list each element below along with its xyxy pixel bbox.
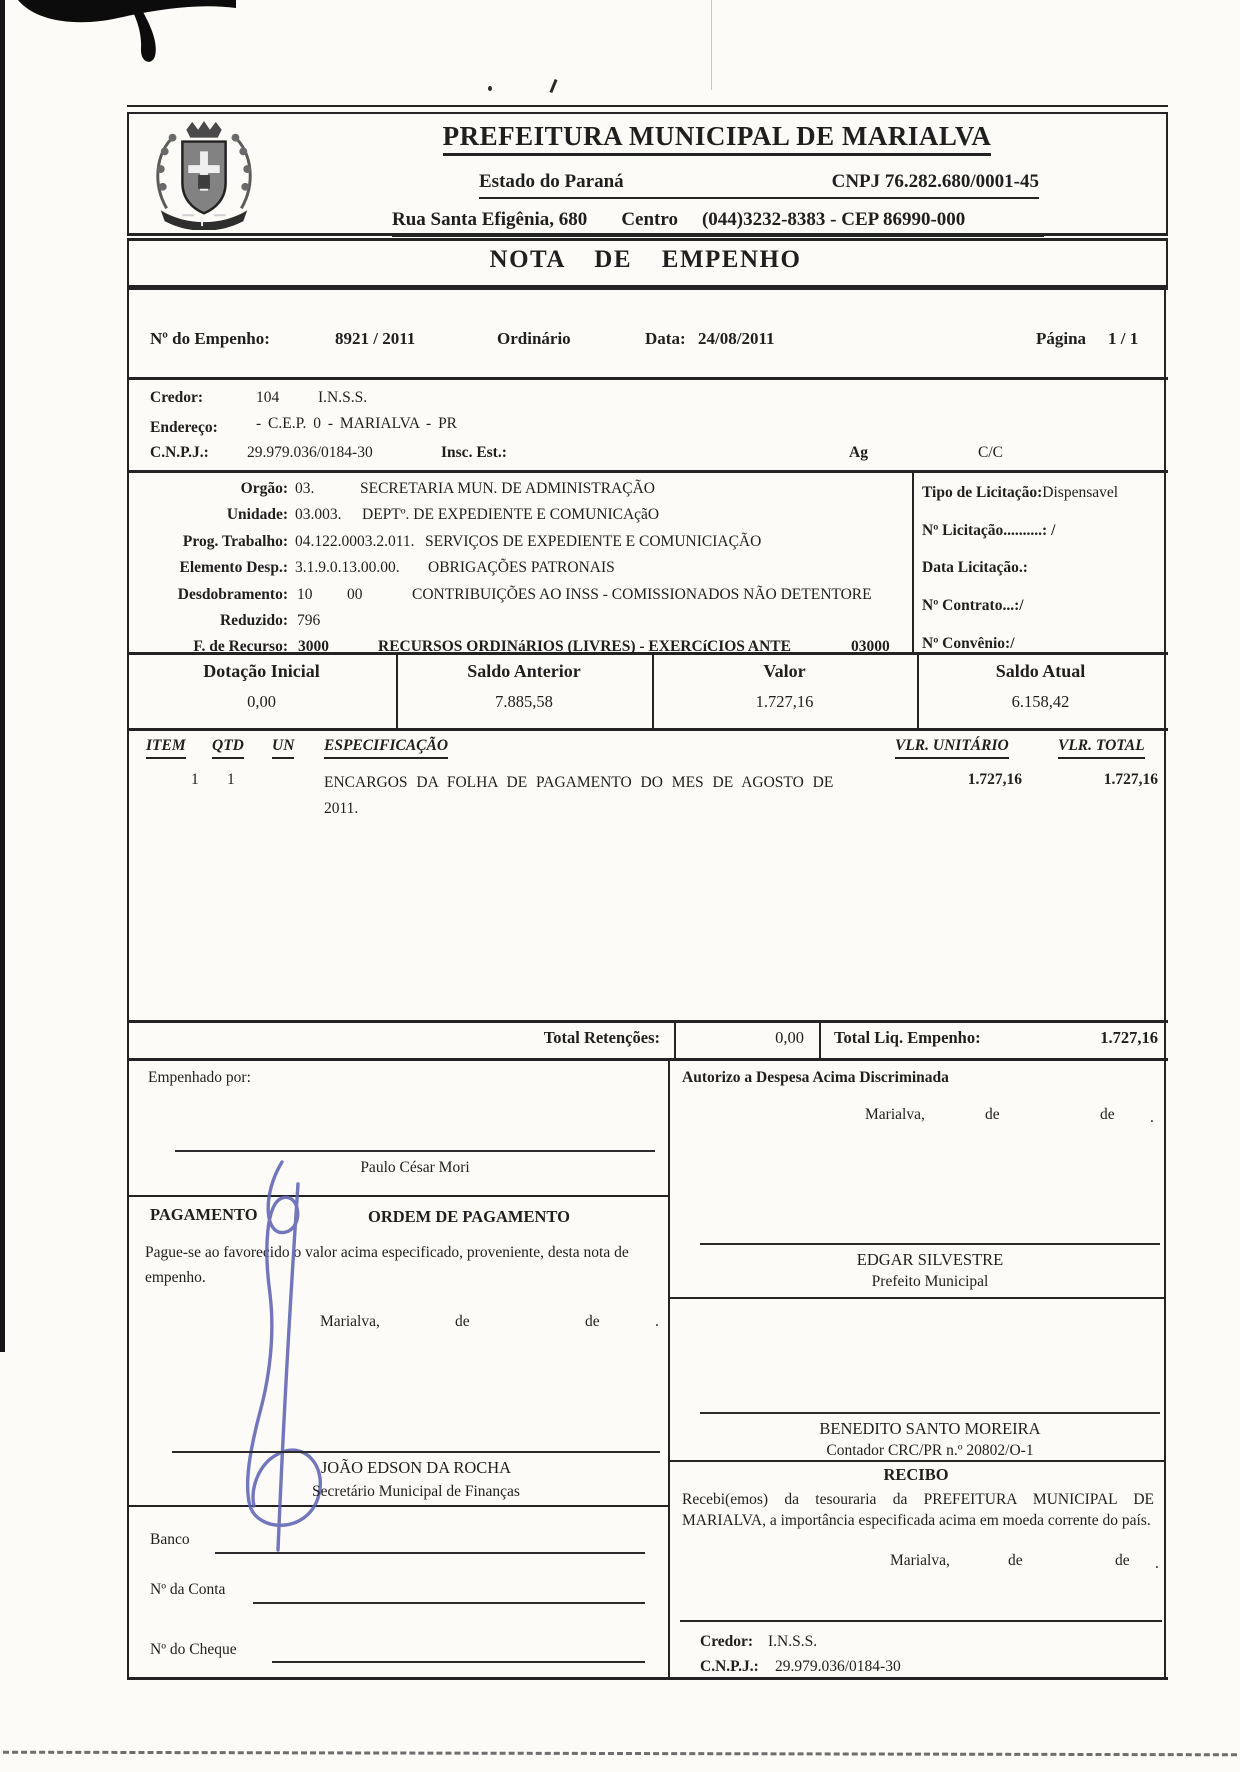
item-unit-value: 1.727,16 bbox=[967, 771, 1022, 788]
budget-row-desc: CONTRIBUIÇÕES AO INSS - COMISSIONADOS NÃO DETENTORE bbox=[412, 586, 872, 603]
budget-row-desc: OBRIGAÇÕES PATRONAIS bbox=[428, 559, 615, 576]
endereco-value: - C.E.P. 0 - MARIALVA - PR bbox=[256, 415, 458, 432]
de-label: de bbox=[985, 1106, 1000, 1123]
convenio-line: Nº Convênio:/ bbox=[922, 635, 1015, 652]
credor-label: Credor: bbox=[150, 389, 204, 406]
de-label: de bbox=[1100, 1106, 1115, 1123]
credor-cnpj-value: 29.979.036/0184-30 bbox=[247, 444, 373, 461]
budget-row-label: F. de Recurso: bbox=[193, 638, 288, 655]
recibo-cnpj-label: C.N.P.J.: bbox=[700, 1658, 759, 1675]
recibo-body-text: Recebi(emos) da tesouraria da PREFEITURA MUNICIPAL DE MARIALVA, a importância especificada acima em moeda corrente do país. bbox=[682, 1491, 1154, 1529]
de-label: de bbox=[1008, 1552, 1023, 1569]
licitacao-tipo-value: Dispensavel bbox=[1042, 484, 1119, 501]
recibo-cnpj-value: 29.979.036/0184-30 bbox=[775, 1658, 901, 1675]
budget-row-code: 03.003. bbox=[295, 506, 342, 523]
cnpj-label: CNPJ 76.282.680/0001-45 bbox=[831, 171, 1039, 192]
contador-name: BENEDITO SANTO MOREIRA bbox=[819, 1419, 1041, 1438]
signature-line-contador bbox=[700, 1412, 1160, 1414]
empenho-date-label: Data: bbox=[645, 329, 686, 348]
municipality-title: PREFEITURA MUNICIPAL DE MARIALVA bbox=[443, 121, 992, 156]
licitacao-data-line: Data Licitação.: bbox=[922, 559, 1028, 576]
dotacao-col-label: Saldo Atual bbox=[995, 661, 1086, 681]
prefeito-name: EDGAR SILVESTRE bbox=[856, 1250, 1004, 1269]
credor-cnpj-label: C.N.P.J.: bbox=[150, 444, 209, 461]
items-header-total: VLR. TOTAL bbox=[1058, 736, 1145, 759]
prefeito-title: Prefeito Municipal bbox=[871, 1273, 989, 1290]
de-label: de bbox=[1115, 1552, 1130, 1569]
total-retencoes-value: 0,00 bbox=[775, 1028, 804, 1047]
page-value: 1 / 1 bbox=[1108, 329, 1139, 348]
dot-label: . bbox=[1155, 1555, 1159, 1572]
total-retencoes-label: Total Retenções: bbox=[543, 1028, 660, 1047]
cheque-label: Nº do Cheque bbox=[150, 1641, 237, 1658]
budget-row-desc: DEPTº. DE EXPEDIENTE E COMUNICAçãO bbox=[362, 506, 660, 523]
secretario-name: JOÃO EDSON DA ROCHA bbox=[320, 1458, 512, 1477]
dotacao-col-label: Saldo Anterior bbox=[467, 661, 581, 681]
budget-row-label: Elemento Desp.: bbox=[179, 559, 288, 576]
city-label: Marialva, bbox=[890, 1552, 950, 1569]
total-liquido-value: 1.727,16 bbox=[1100, 1028, 1158, 1047]
items-header-item: ITEM bbox=[146, 736, 186, 759]
item-number: 1 bbox=[191, 771, 199, 788]
de-label: de bbox=[585, 1313, 600, 1330]
budget-row-code2: 00 bbox=[347, 586, 363, 603]
item-qtd: 1 bbox=[227, 771, 235, 788]
pagamento-body-text: Pague-se ao favorecido o valor acima especificado, proveniente, desta nota de empenho. bbox=[145, 1244, 629, 1286]
state-label: Estado do Paraná bbox=[479, 171, 624, 192]
budget-row-code: 3000 bbox=[298, 638, 329, 655]
recibo-credor-value: I.N.S.S. bbox=[768, 1633, 818, 1650]
document-title: NOTA DE EMPENHO bbox=[489, 246, 802, 273]
item-spec: ENCARGOS DA FOLHA DE PAGAMENTO DO MES DE AGOSTO DE 2011. bbox=[324, 774, 834, 817]
items-header-qtd: QTD bbox=[212, 736, 244, 759]
empenho-date-value: 24/08/2011 bbox=[698, 329, 775, 348]
item-total-value: 1.727,16 bbox=[1103, 771, 1158, 788]
empenho-kind: Ordinário bbox=[497, 329, 571, 348]
licitacao-numero-line: Nº Licitação..........: / bbox=[922, 522, 1056, 539]
budget-row-desc: SECRETARIA MUN. DE ADMINISTRAÇÃO bbox=[360, 480, 655, 497]
dotacao-col-value: 6.158,42 bbox=[1011, 692, 1070, 711]
total-liquido-label: Total Liq. Empenho: bbox=[834, 1028, 981, 1047]
conta-corrente-label: C/C bbox=[978, 444, 1003, 461]
page-label: Página bbox=[1036, 329, 1087, 348]
items-header-unit: VLR. UNITÁRIO bbox=[895, 736, 1009, 759]
dotacao-col-label: Valor bbox=[763, 661, 806, 681]
city-label: Marialva, bbox=[865, 1106, 925, 1123]
dot-label: . bbox=[1150, 1109, 1154, 1126]
empenho-number-value: 8921 / 2011 bbox=[335, 329, 416, 348]
budget-row-desc: SERVIÇOS DE EXPEDIENTE E COMUNICIAÇÃO bbox=[425, 533, 762, 550]
de-label: de bbox=[455, 1313, 470, 1330]
budget-row-code: 796 bbox=[297, 612, 321, 629]
dotacao-col-value: 0,00 bbox=[247, 692, 276, 711]
budget-row-label: Orgão: bbox=[240, 480, 288, 497]
endereco-label: Endereço: bbox=[150, 419, 218, 436]
insc-est-label: Insc. Est.: bbox=[441, 444, 507, 461]
budget-row-label: Reduzido: bbox=[219, 612, 288, 629]
budget-row-label: Unidade: bbox=[226, 506, 288, 523]
recibo-title: RECIBO bbox=[883, 1465, 949, 1484]
items-header-espec: ESPECIFICAÇÃO bbox=[324, 736, 448, 759]
address-district: Centro bbox=[621, 209, 678, 230]
budget-row-code: 10 bbox=[297, 586, 313, 603]
signature-line-prefeito bbox=[700, 1243, 1160, 1245]
banco-label: Banco bbox=[150, 1531, 190, 1548]
agencia-label: Ag bbox=[849, 444, 868, 461]
secretario-title: Secretário Municipal de Finanças bbox=[312, 1483, 520, 1500]
dotacao-col-value: 1.727,16 bbox=[755, 692, 814, 711]
budget-row-label: Desdobramento: bbox=[177, 586, 288, 603]
items-header-un: UN bbox=[272, 736, 294, 759]
pagamento-title: PAGAMENTO bbox=[150, 1205, 258, 1224]
city-label: Marialva, bbox=[320, 1313, 380, 1330]
conta-label: Nº da Conta bbox=[150, 1581, 226, 1598]
budget-row-code: 04.122.0003.2.011. bbox=[295, 533, 415, 550]
empenhado-signer-name: Paulo César Mori bbox=[360, 1159, 470, 1176]
licitacao-tipo-label: Tipo de Licitação: bbox=[922, 484, 1043, 501]
budget-row-label: Prog. Trabalho: bbox=[182, 533, 288, 550]
empenhado-por-label: Empenhado por: bbox=[148, 1069, 251, 1086]
address-street: Rua Santa Efigênia, 680 bbox=[392, 209, 588, 230]
budget-row-code: 03. bbox=[295, 480, 315, 497]
dot-label: . bbox=[655, 1313, 659, 1330]
empenho-number-label: Nº do Empenho: bbox=[150, 329, 270, 348]
credor-name: I.N.S.S. bbox=[318, 389, 368, 406]
dotacao-col-label: Dotação Inicial bbox=[203, 661, 320, 681]
recibo-credor-label: Credor: bbox=[700, 1633, 754, 1650]
contrato-line: Nº Contrato...:/ bbox=[922, 597, 1024, 614]
address-phone-cep: (044)3232-8383 - CEP 86990-000 bbox=[701, 209, 966, 230]
budget-row-tail: 03000 bbox=[851, 638, 890, 655]
dotacao-col-value: 7.885,58 bbox=[495, 692, 553, 711]
contador-title: Contador CRC/PR n.º 20802/O-1 bbox=[826, 1442, 1034, 1459]
budget-row-code: 3.1.9.0.13.00.00. bbox=[295, 559, 400, 576]
ordem-pagamento-title: ORDEM DE PAGAMENTO bbox=[368, 1207, 570, 1226]
credor-code: 104 bbox=[256, 389, 280, 406]
budget-row-desc: RECURSOS ORDINáRIOS (LIVRES) - EXERCíCIOS ANTE bbox=[378, 638, 791, 655]
autorizo-title: Autorizo a Despesa Acima Discriminada bbox=[682, 1069, 949, 1086]
